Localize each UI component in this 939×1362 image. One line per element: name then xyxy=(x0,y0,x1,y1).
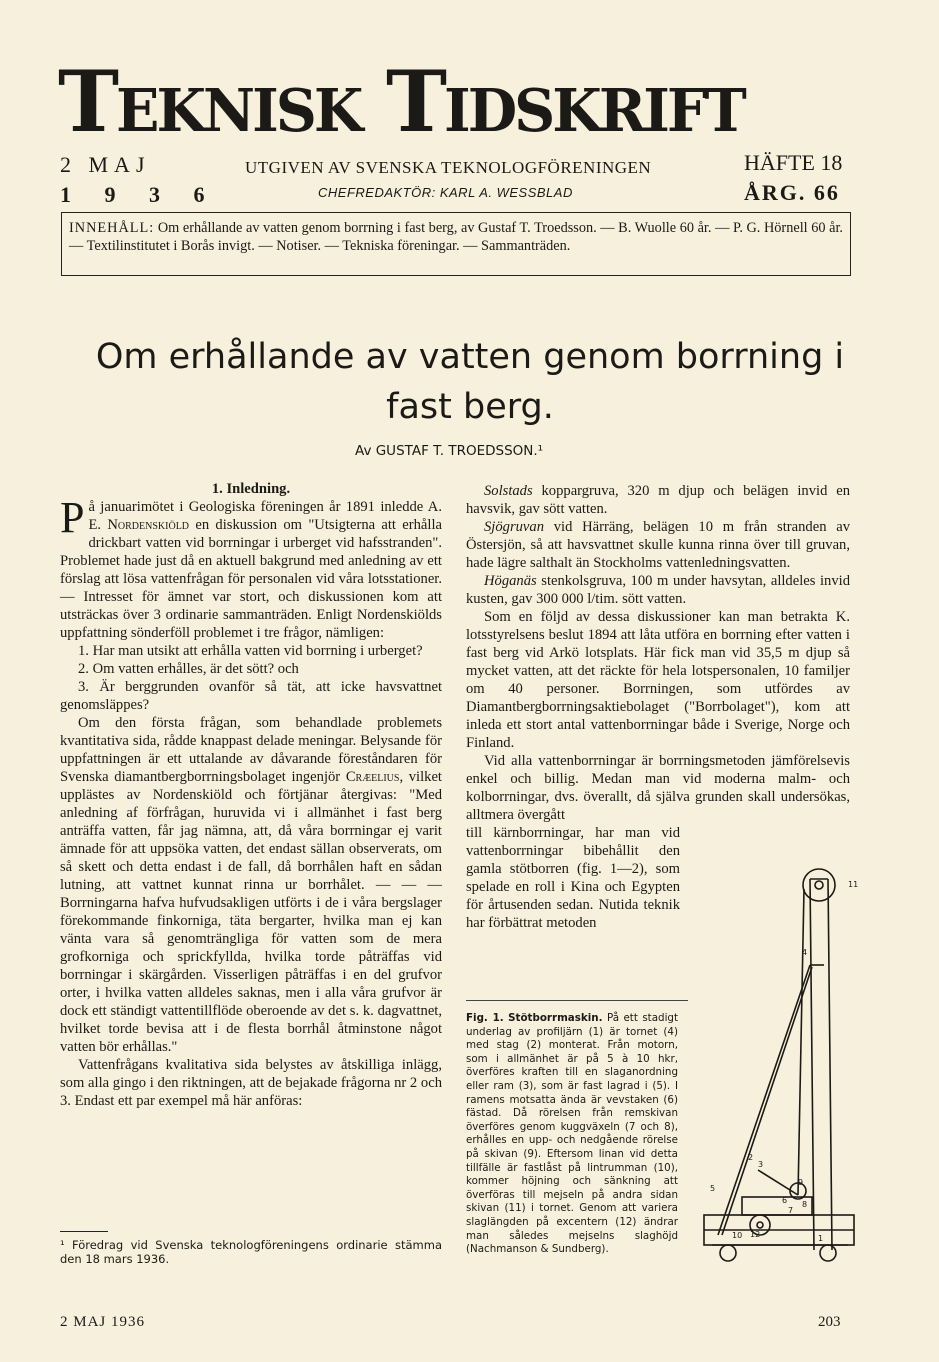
question-1: 1. Har man utsikt att erhålla vatten vid borrning i urberget? xyxy=(78,643,423,659)
figure-label: 8 xyxy=(802,1200,808,1209)
figure-label: 9 xyxy=(798,1178,804,1187)
paragraph: Höganäs stenkolsgruva, 100 m under havsytan, alldeles invid kusten, gav 300 000 l/tim. sött vatten. xyxy=(466,573,850,607)
drop-cap: P xyxy=(60,493,85,542)
article-title: Om erhållande av vatten genom borrning i fast berg. xyxy=(95,337,845,427)
toc-label: INNEHÅLL: xyxy=(69,220,155,236)
paragraph: Vid alla vattenborrningar är borrningsmetoden jämförelsevis enkel och billig. Medan man vid moderna malm- och kolborrningar, dvs. överallt, då själva grunden skall undersökas, alltmera övergått xyxy=(466,753,850,823)
page-number: 203 xyxy=(818,1314,841,1330)
figure-label: 6 xyxy=(782,1196,788,1205)
paragraph: På januarimötet i Geologiska föreningen år 1891 inledde A. E. Nordenskiöld en diskussion om "Utsigterna att erhålla drickbart vatten vid borrningar i urberget vid hafsstranden". Problemet hade just då en aktuell bakgrund med anledning av ett förslag att lösa vattenfrågan för personalen vid våra lotsstationer. — Intresset för ämnet var stort, och diskussionen kom att utsträckas över 3 ordinarie sammanträden. Enligt Nordenskiölds uppfattning sönderföll problemet i tre frågor, nämligen: xyxy=(60,493,442,641)
editor-line: CHEFREDAKTÖR: KARL A. WESSBLAD xyxy=(318,185,573,200)
paragraph: Solstads koppargruva, 320 m djup och belägen invid en havsvik, gav sött vatten. xyxy=(466,483,850,517)
issue-number: HÄFTE 18 xyxy=(744,150,843,175)
toc-text: Om erhållande av vatten genom borrning i fast berg, av Gustaf T. Troedsson. — B. Wuolle 60 år. — P. G. Hörnell 60 år. — Textilinstitutet i Borås invigt. — Notiser. — Tekniska föreningar. — Sammanträden. xyxy=(69,220,843,254)
volume-number: ÅRG. 66 xyxy=(744,180,840,205)
footer-date: 2 MAJ 1936 xyxy=(60,1314,146,1330)
left-column xyxy=(60,480,442,1110)
drill-machine-figure xyxy=(698,855,868,1275)
paragraph: Sjögruvan vid Härräng, belägen 10 m från stranden av Östersjön, så att havsvattnet skulle kunna rinna över till gruvan, hade lägre salthalt än Stockholms vattenledningsvatten. xyxy=(466,519,850,571)
issue-date: 2 MAJ xyxy=(60,152,151,177)
figure-label: 2 xyxy=(748,1153,754,1162)
question-3: 3. Är berggrunden ovanför så tät, att icke havsvattnet genomsläppes? xyxy=(60,679,442,713)
figure-label: 3 xyxy=(758,1160,764,1169)
table-of-contents xyxy=(61,212,851,276)
question-2: 2. Om vatten erhålles, är det sött? och xyxy=(78,661,299,677)
figure-label: 4 xyxy=(802,948,808,957)
footnote: ¹ Föredrag vid Svenska teknologföreningens ordinarie stämma den 18 mars 1936. xyxy=(60,1238,442,1266)
figure-label: 7 xyxy=(788,1206,794,1215)
figure-label: 10 xyxy=(732,1231,743,1240)
footnote-rule xyxy=(60,1231,108,1232)
figure-label: 1 xyxy=(818,1234,824,1243)
figure-label: 11 xyxy=(848,880,859,889)
article-byline: Av GUSTAF T. TROEDSSON.¹ xyxy=(355,443,544,459)
paragraph: Som en följd av dessa diskussioner kan man betrakta K. lotsstyrelsens beslut 1894 att låta utföra en borrning efter vatten i fast berg vid Arkö lotsplats. Här fick man vid 35,5 m djup så mycket vatten, att det räckte för hela lotspersonalen, 10 familjer om 40 personer. Borrningen, som utfördes av Diamantbergborrningsaktiebolaget ("Borrbolaget"), kom att inleda ett stort antal vattenborrningar både i Sverige, Norge och Finland. xyxy=(466,609,850,751)
figure-label: 12 xyxy=(750,1230,761,1239)
paragraph-narrow: till kärnborrningar, har man vid vattenborrningar bibehållit den gamla stötborren (fig. 1—2), som spelade en roll i Kina och Egypten för årtusenden sedan. Nutida teknik har förbättrat metoden xyxy=(466,825,680,931)
journal-masthead: Teknisk Tidskrift xyxy=(58,52,744,152)
figure-caption: Fig. 1. Stötborrmaskin. På ett stadigt underlag av profiljärn (1) är tornet (4) med stag (2) monterat. Från motorn, som i allmänhet är på 5 à 10 hkr, överföres kraften till en slaganordning eller ram (3), som är fast lagrad i (5). I ramens motsatta ända är vevstaken (6) fästad. Då rörelsen från remskivan överföres genom kuggväxeln (7 och 8), erhålles en upp- och nedgående rörelse på skivan (9). Eftersom linan vid detta tillfälle är fastlåst på lintrumman (10), kommer höjning och sänkning att överföras till mejseln på andra sidan skivan (11) i tornet. Genom att variera slaglängden på excentern (12) ändrar man således mejselns slaghöjd (Nachmanson & Sundberg). xyxy=(466,1012,679,1256)
paragraph: Om den första frågan, som behandlade problemets kvantitativa sida, rådde knappast delade meningar. Belysande för uppfattningen är ett uttalande av dåvarande föreståndaren för Svenska diamantbergborrningsbolaget ingenjör Cræelius, vilket upplästes av Nordenskiöld och förtjänar återgivas: "Med anledning af förfrågan, huruvida vi i allmänhet i fast berg anträffa vatten, får jag nämna, att, då våra borrningar ej varit ämnade för att uppsöka vatten, det endast sällan observerats, om så skett och detta endast i de fall, då borrhålen haft en sådan lutning, att vattnet kunnat rinna ur borrhålet. — — — Borrningarna hafva hufvudsakligen utförts i de i våra bergslager förekommande finkorniga, täta bergarter, hvilka man ej kan vänta vara så genomträngliga för vatten som de mera grofkorniga och sprickfyllda, hvilka torde påträffas vid borrningar i skärgården. Visserligen påträffas i en del grufvor orter, i hvilka vatten alldeles saknas, men i alla våra grufvor är dock ett ständigt vattentillflöde oberoende av det s. k. dagvattnet, hvilket torde bevisa att i de flesta borrhål åtminstone något vatten bör erhållas." xyxy=(60,715,442,1055)
issue-year: 1 9 3 6 xyxy=(60,182,219,207)
paragraph: Vattenfrågans kvalitativa sida belystes av åtskilliga inlägg, som alla gingo i den riktningen, att de bejakade frågorna nr 2 och 3. Endast ett par exempel må här anföras: xyxy=(60,1057,442,1109)
figure-label: 5 xyxy=(710,1184,716,1193)
publisher-line: UTGIVEN AV SVENSKA TEKNOLOGFÖRENINGEN xyxy=(245,158,652,177)
section-heading: 1. Inledning. xyxy=(211,481,291,497)
caption-rule xyxy=(466,1000,688,1001)
